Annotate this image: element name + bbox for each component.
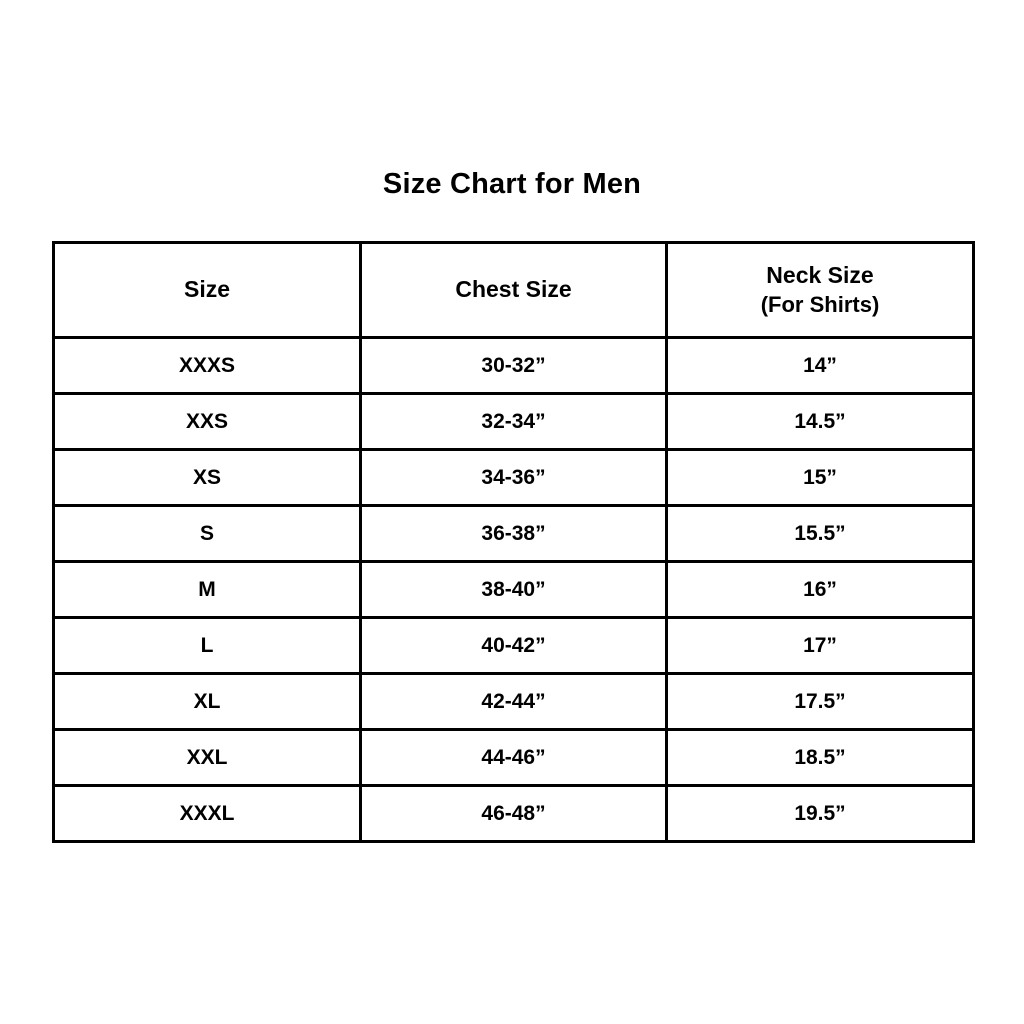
- cell-size: L: [54, 618, 361, 674]
- cell-chest-size: 46-48”: [361, 786, 667, 842]
- cell-neck-size: 16”: [667, 562, 974, 618]
- cell-neck-size: 14”: [667, 338, 974, 394]
- cell-size: XXXL: [54, 786, 361, 842]
- size-chart-table: [52, 241, 975, 843]
- cell-chest-size: 36-38”: [361, 506, 667, 562]
- table-row: [54, 730, 974, 786]
- table-row: [54, 338, 974, 394]
- table-row: [54, 394, 974, 450]
- cell-neck-size: 17.5”: [667, 674, 974, 730]
- column-header-size-label: Size: [183, 276, 231, 303]
- cell-neck-size: 15”: [667, 450, 974, 506]
- table-header-row: [54, 243, 974, 338]
- table-row: [54, 450, 974, 506]
- cell-neck-size: 18.5”: [667, 730, 974, 786]
- column-header-chest-size-label: Chest Size: [455, 276, 572, 303]
- column-header-neck-size-sublabel: (For Shirts): [760, 291, 880, 317]
- page-title: Size Chart for Men: [382, 168, 642, 200]
- cell-chest-size: 44-46”: [361, 730, 667, 786]
- cell-chest-size: 30-32”: [361, 338, 667, 394]
- column-header-neck-size: [667, 243, 974, 338]
- table-body: [54, 338, 974, 842]
- column-header-neck-size-label: Neck Size: [766, 261, 874, 288]
- cell-size: M: [54, 562, 361, 618]
- cell-neck-size: 19.5”: [667, 786, 974, 842]
- cell-size: S: [54, 506, 361, 562]
- cell-size: XS: [54, 450, 361, 506]
- table-row: [54, 506, 974, 562]
- table-row: [54, 618, 974, 674]
- table-header: [54, 243, 974, 338]
- cell-chest-size: 34-36”: [361, 450, 667, 506]
- cell-size: XXXS: [54, 338, 361, 394]
- cell-size: XL: [54, 674, 361, 730]
- cell-chest-size: 40-42”: [361, 618, 667, 674]
- cell-chest-size: 38-40”: [361, 562, 667, 618]
- cell-chest-size: 42-44”: [361, 674, 667, 730]
- column-header-chest-size: [361, 243, 667, 338]
- cell-neck-size: 17”: [667, 618, 974, 674]
- cell-size: XXL: [54, 730, 361, 786]
- cell-size: XXS: [54, 394, 361, 450]
- table-row: [54, 786, 974, 842]
- cell-chest-size: 32-34”: [361, 394, 667, 450]
- cell-neck-size: 14.5”: [667, 394, 974, 450]
- column-header-size: [54, 243, 361, 338]
- cell-neck-size: 15.5”: [667, 506, 974, 562]
- table-row: [54, 562, 974, 618]
- table-row: [54, 674, 974, 730]
